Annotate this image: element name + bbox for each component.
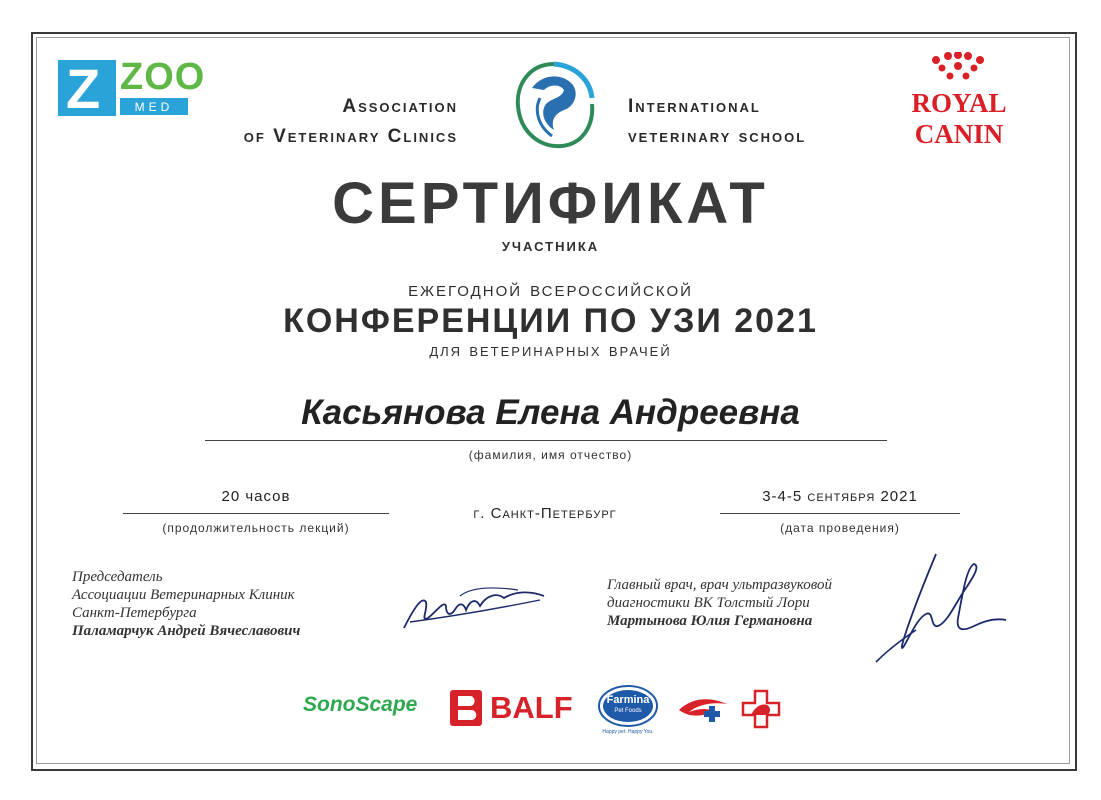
conference-line1: ежегодной всероссийской [408,276,693,301]
farmina-sub: Pet Foods [614,708,642,714]
right-signature-icon [870,548,1010,668]
city: г. Санкт-Петербург [473,505,617,522]
conference-dates: 3-4-5 сентября 2021 [762,488,918,505]
association-line2: of Veterinary Clinics [243,126,458,147]
left-signatory-line1: Председатель [72,569,163,585]
zoo-med-z-block [58,57,116,120]
international-school-name [628,92,888,152]
balf-mark-icon [448,688,484,728]
farmina-text: Farmina [606,694,650,706]
right-signatory [607,576,897,630]
balf-logo [448,688,578,728]
school-emblem-icon [510,58,598,154]
royal-canin-crown-icon [926,52,990,84]
lecture-hours-underline [123,513,389,514]
vet-cross-logo-icon [741,689,781,729]
zoo-med-z-letter: Z [66,57,101,120]
right-signatory-line2: диагностики ВК Толстый Лори [607,595,810,611]
conference-dates-caption: (дата проведения) [780,521,900,535]
left-signatory-line2: Ассоциации Ветеринарных Клиник [72,587,295,603]
conference-line2: КОНФЕРЕНЦИИ ПО УЗИ 2021 [283,302,818,340]
farmina-logo [597,684,659,740]
lecture-hours: 20 часов [221,488,291,505]
left-signatory-line3: Санкт-Петербурга [72,605,197,621]
international-line2: veterinary school [628,126,807,147]
sonoscape-text: SonoScape [303,693,418,716]
zoo-med-word: ZOO [120,56,206,98]
farmina-tagline: Happy pet. Happy You. [602,729,654,735]
balf-text: BALF [490,690,573,725]
right-signatory-name: Мартынова Юлия Германовна [607,613,813,629]
farmina-badge-icon [597,684,659,728]
certificate-title: СЕРТИФИКАТ [332,171,769,236]
lecture-hours-caption: (продолжительность лекций) [162,521,350,535]
royal-canin-wordmark [868,88,1050,150]
left-signatory-name: Паламарчук Андрей Вячеславович [72,623,301,639]
royal-canin-text: ROYAL CANIN [911,88,1007,149]
left-signatory [72,568,392,640]
association-name [140,92,458,152]
international-line1: International [628,96,761,117]
participant-name: Касьянова Елена Андреевна [301,393,800,432]
zoo-med-word-block [120,56,206,98]
participant-name-underline [205,440,887,441]
zoo-med-sub: MED [134,100,174,114]
conference-line3: для ветеринарных врачей [429,340,672,361]
vet-clinic-logo-icon [675,694,735,724]
certificate-subtitle: участника [501,235,600,255]
left-signature-icon [400,578,550,638]
sonoscape-logo [303,693,433,717]
conference-dates-underline [720,513,960,514]
association-line1: Association [342,96,458,117]
right-signatory-line1: Главный врач, врач ультразвуковой [607,577,833,593]
royal-canin-logo [868,52,1050,149]
participant-name-caption: (фамилия, имя отчество) [468,448,633,462]
